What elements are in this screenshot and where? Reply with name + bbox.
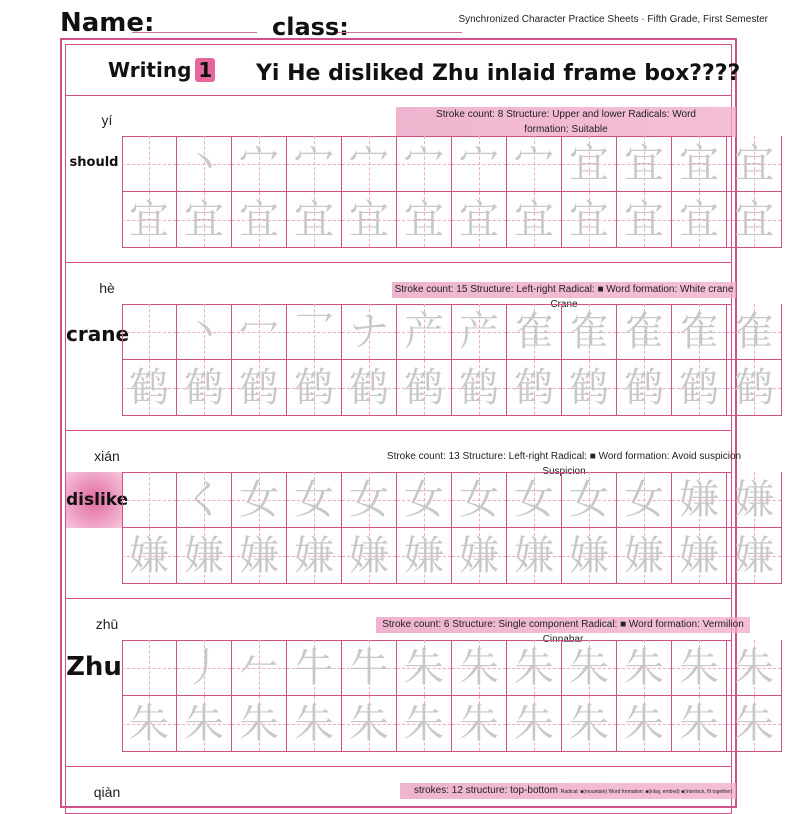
practice-cell[interactable] bbox=[727, 472, 782, 528]
pinyin-label: hè bbox=[99, 280, 115, 296]
practice-cell[interactable] bbox=[287, 472, 342, 528]
practice-cell[interactable] bbox=[507, 304, 562, 360]
trace-character: 嫌 bbox=[129, 533, 169, 579]
trace-character: 女 bbox=[349, 477, 389, 523]
trace-character: 朱 bbox=[624, 645, 664, 691]
practice-cell[interactable] bbox=[727, 360, 782, 416]
meaning-label: Zhu bbox=[66, 652, 122, 682]
trace-character: 隺 bbox=[624, 309, 664, 355]
practice-cell[interactable] bbox=[342, 696, 397, 752]
character-info: Stroke count: 8 Structure: Upper and lower Radicals: Word formation: Suitable bbox=[396, 107, 736, 137]
trace-character: 女 bbox=[404, 477, 444, 523]
trace-character: 鹤 bbox=[349, 365, 389, 411]
trace-character: 牛 bbox=[294, 645, 334, 691]
trace-character: 嫌 bbox=[569, 533, 609, 579]
practice-cell[interactable] bbox=[672, 136, 727, 192]
trace-character: 朱 bbox=[624, 701, 664, 747]
writing-heading bbox=[108, 58, 215, 82]
practice-cell[interactable] bbox=[452, 640, 507, 696]
character-info: Stroke count: 15 Structure: Left-right Radical: ■ Word formation: White crane Crane bbox=[392, 282, 736, 298]
practice-cell[interactable] bbox=[562, 696, 617, 752]
trace-character: 朱 bbox=[734, 701, 774, 747]
trace-character: 嫌 bbox=[459, 533, 499, 579]
practice-cell[interactable] bbox=[507, 528, 562, 584]
trace-character: 朱 bbox=[129, 701, 169, 747]
practice-cell[interactable] bbox=[452, 696, 507, 752]
practice-cell[interactable] bbox=[617, 360, 672, 416]
trace-character: 宀 bbox=[404, 141, 444, 187]
practice-cell[interactable] bbox=[177, 696, 232, 752]
practice-cell[interactable] bbox=[507, 136, 562, 192]
trace-character: 朱 bbox=[294, 701, 334, 747]
practice-cell[interactable] bbox=[177, 192, 232, 248]
practice-cell[interactable] bbox=[232, 136, 287, 192]
practice-cell[interactable] bbox=[617, 472, 672, 528]
class-field[interactable] bbox=[338, 32, 462, 33]
practice-cell[interactable] bbox=[397, 136, 452, 192]
trace-character: 宀 bbox=[349, 141, 389, 187]
practice-cell[interactable] bbox=[287, 640, 342, 696]
practice-cell[interactable] bbox=[287, 304, 342, 360]
trace-character: 隺 bbox=[679, 309, 719, 355]
trace-character: 鹤 bbox=[624, 365, 664, 411]
practice-cell[interactable] bbox=[562, 528, 617, 584]
practice-cell[interactable] bbox=[562, 360, 617, 416]
trace-character: 嫌 bbox=[734, 533, 774, 579]
trace-character bbox=[122, 136, 176, 191]
trace-character bbox=[122, 472, 176, 527]
trace-character: 宜 bbox=[624, 197, 664, 243]
trace-character: 朱 bbox=[184, 701, 224, 747]
trace-character: 宜 bbox=[184, 197, 224, 243]
trace-character: 鹤 bbox=[569, 365, 609, 411]
trace-character: 鹤 bbox=[514, 365, 554, 411]
practice-cell[interactable] bbox=[342, 192, 397, 248]
practice-cell[interactable] bbox=[122, 136, 177, 192]
practice-cell[interactable] bbox=[122, 472, 177, 528]
practice-cell[interactable] bbox=[672, 304, 727, 360]
practice-cell[interactable] bbox=[232, 192, 287, 248]
trace-character: 产 bbox=[459, 309, 499, 355]
practice-cell[interactable] bbox=[287, 528, 342, 584]
trace-character bbox=[122, 640, 176, 695]
practice-cell[interactable] bbox=[617, 192, 672, 248]
trace-character: 鹤 bbox=[294, 365, 334, 411]
practice-cell[interactable] bbox=[342, 472, 397, 528]
practice-cell[interactable] bbox=[342, 304, 397, 360]
practice-cell[interactable] bbox=[507, 640, 562, 696]
practice-cell[interactable] bbox=[617, 304, 672, 360]
trace-character: 鹤 bbox=[679, 365, 719, 411]
pinyin-label: zhū bbox=[95, 616, 119, 632]
trace-character: 嫌 bbox=[184, 533, 224, 579]
writing-label: Writing bbox=[108, 58, 192, 82]
trace-character: 朱 bbox=[349, 701, 389, 747]
trace-character: 宜 bbox=[679, 141, 719, 187]
trace-character: 𠂉 bbox=[239, 645, 279, 691]
meaning-label: dislike bbox=[66, 490, 129, 510]
practice-cell[interactable] bbox=[727, 528, 782, 584]
practice-cell[interactable] bbox=[507, 360, 562, 416]
practice-cell[interactable] bbox=[342, 136, 397, 192]
practice-cell[interactable] bbox=[562, 472, 617, 528]
trace-character: 嫌 bbox=[624, 533, 664, 579]
trace-character: 宜 bbox=[459, 197, 499, 243]
trace-character: 宜 bbox=[624, 141, 664, 187]
name-field[interactable] bbox=[132, 32, 257, 33]
practice-cell[interactable] bbox=[122, 360, 177, 416]
practice-grid bbox=[122, 136, 774, 248]
trace-character: 宜 bbox=[734, 141, 774, 187]
trace-character bbox=[122, 304, 176, 359]
practice-cell[interactable] bbox=[232, 640, 287, 696]
practice-cell[interactable] bbox=[122, 304, 177, 360]
trace-character: 嫌 bbox=[514, 533, 554, 579]
practice-cell[interactable] bbox=[287, 192, 342, 248]
trace-character: 朱 bbox=[569, 645, 609, 691]
practice-cell[interactable] bbox=[177, 304, 232, 360]
name-label: Name: bbox=[60, 8, 155, 38]
trace-character: 宜 bbox=[294, 197, 334, 243]
trace-character: く bbox=[184, 477, 224, 523]
sheet-subtitle: Synchronized Character Practice Sheets · Fifth Grade, First Semester bbox=[458, 14, 768, 25]
class-label: class: bbox=[272, 13, 349, 41]
practice-cell[interactable] bbox=[452, 136, 507, 192]
character-info-detail: Radical: ■(mountain) Word formation: ■(inlay, embed) ■(interlock, fit together) bbox=[560, 789, 733, 795]
section-divider bbox=[65, 262, 732, 263]
practice-cell[interactable] bbox=[177, 528, 232, 584]
trace-character: 宀 bbox=[459, 141, 499, 187]
trace-character: 宀 bbox=[294, 141, 334, 187]
practice-grid bbox=[122, 472, 774, 584]
practice-cell[interactable] bbox=[562, 136, 617, 192]
practice-cell[interactable] bbox=[727, 192, 782, 248]
trace-character: 朱 bbox=[514, 701, 554, 747]
trace-character: 鹤 bbox=[184, 365, 224, 411]
title-divider bbox=[65, 95, 732, 96]
practice-cell[interactable] bbox=[727, 136, 782, 192]
practice-cell[interactable] bbox=[122, 640, 177, 696]
practice-cell[interactable] bbox=[562, 192, 617, 248]
writing-number-badge: 1 bbox=[195, 58, 215, 82]
meaning-label: should bbox=[69, 155, 119, 170]
practice-cell[interactable] bbox=[397, 640, 452, 696]
trace-character: 宜 bbox=[734, 197, 774, 243]
practice-grid bbox=[122, 640, 774, 752]
practice-cell[interactable] bbox=[452, 528, 507, 584]
practice-cell[interactable] bbox=[452, 360, 507, 416]
section-divider bbox=[65, 598, 732, 599]
practice-cell[interactable] bbox=[177, 360, 232, 416]
character-info-main: strokes: 12 structure: top-bottom bbox=[414, 785, 558, 796]
practice-cell[interactable] bbox=[562, 640, 617, 696]
section-divider bbox=[65, 766, 732, 767]
trace-character: 隺 bbox=[514, 309, 554, 355]
trace-character: 产 bbox=[404, 309, 444, 355]
trace-character: 女 bbox=[569, 477, 609, 523]
practice-cell[interactable] bbox=[617, 696, 672, 752]
trace-character: 宜 bbox=[569, 141, 609, 187]
trace-character: 朱 bbox=[239, 701, 279, 747]
trace-character: 牛 bbox=[349, 645, 389, 691]
practice-cell[interactable] bbox=[452, 304, 507, 360]
trace-character: 女 bbox=[624, 477, 664, 523]
trace-character: 嫌 bbox=[404, 533, 444, 579]
practice-cell[interactable] bbox=[397, 304, 452, 360]
practice-cell[interactable] bbox=[287, 360, 342, 416]
trace-character: 朱 bbox=[404, 701, 444, 747]
practice-cell[interactable] bbox=[672, 528, 727, 584]
trace-character: 隺 bbox=[734, 309, 774, 355]
practice-cell[interactable] bbox=[122, 192, 177, 248]
trace-character: 嫌 bbox=[679, 533, 719, 579]
trace-character: 隺 bbox=[569, 309, 609, 355]
practice-cell[interactable] bbox=[232, 528, 287, 584]
trace-character: 宜 bbox=[404, 197, 444, 243]
meaning-label: crane bbox=[66, 322, 130, 346]
trace-character: 朱 bbox=[514, 645, 554, 691]
trace-character: 朱 bbox=[459, 701, 499, 747]
practice-cell[interactable] bbox=[122, 528, 177, 584]
trace-character: 宜 bbox=[514, 197, 554, 243]
lesson-title: Yi He disliked Zhu inlaid frame box???? bbox=[256, 61, 741, 86]
practice-cell[interactable] bbox=[672, 472, 727, 528]
practice-cell[interactable] bbox=[232, 304, 287, 360]
practice-cell[interactable] bbox=[672, 640, 727, 696]
practice-cell[interactable] bbox=[397, 360, 452, 416]
practice-cell[interactable] bbox=[397, 696, 452, 752]
practice-grid bbox=[122, 304, 774, 416]
trace-character: 宜 bbox=[239, 197, 279, 243]
trace-character: 嫌 bbox=[239, 533, 279, 579]
trace-character: 朱 bbox=[459, 645, 499, 691]
practice-cell[interactable] bbox=[507, 472, 562, 528]
trace-character: ナ bbox=[349, 309, 389, 355]
trace-character: 鹤 bbox=[459, 365, 499, 411]
pinyin-label: yí bbox=[101, 112, 113, 128]
practice-cell[interactable] bbox=[727, 640, 782, 696]
trace-character: 宜 bbox=[569, 197, 609, 243]
trace-character: 冖 bbox=[239, 309, 279, 355]
trace-character: 朱 bbox=[404, 645, 444, 691]
trace-character: 鹤 bbox=[734, 365, 774, 411]
practice-cell[interactable] bbox=[397, 528, 452, 584]
trace-character: 鹤 bbox=[129, 365, 169, 411]
practice-cell[interactable] bbox=[672, 192, 727, 248]
practice-cell[interactable] bbox=[452, 192, 507, 248]
practice-cell[interactable] bbox=[342, 528, 397, 584]
pinyin-label: xián bbox=[94, 448, 120, 464]
practice-cell[interactable] bbox=[727, 304, 782, 360]
practice-cell[interactable] bbox=[452, 472, 507, 528]
practice-cell[interactable] bbox=[562, 304, 617, 360]
pinyin-label: qiàn bbox=[93, 784, 121, 800]
practice-cell[interactable] bbox=[122, 696, 177, 752]
trace-character: 嫌 bbox=[294, 533, 334, 579]
practice-cell[interactable] bbox=[287, 136, 342, 192]
practice-cell[interactable] bbox=[177, 472, 232, 528]
trace-character: 宀 bbox=[239, 141, 279, 187]
practice-cell[interactable] bbox=[232, 360, 287, 416]
trace-character: 嫌 bbox=[679, 477, 719, 523]
trace-character: 鹤 bbox=[404, 365, 444, 411]
practice-cell[interactable] bbox=[397, 192, 452, 248]
trace-character: 朱 bbox=[679, 701, 719, 747]
trace-character: 女 bbox=[239, 477, 279, 523]
practice-cell[interactable] bbox=[617, 528, 672, 584]
practice-cell[interactable] bbox=[397, 472, 452, 528]
trace-character: 宀 bbox=[514, 141, 554, 187]
section-divider bbox=[65, 430, 732, 431]
trace-character: 丶 bbox=[184, 141, 224, 187]
practice-cell[interactable] bbox=[727, 696, 782, 752]
practice-cell[interactable] bbox=[232, 696, 287, 752]
practice-cell[interactable] bbox=[287, 696, 342, 752]
practice-cell[interactable] bbox=[617, 136, 672, 192]
trace-character: 嫌 bbox=[349, 533, 389, 579]
practice-cell[interactable] bbox=[507, 192, 562, 248]
trace-character: 丶 bbox=[184, 309, 224, 355]
trace-character: 女 bbox=[514, 477, 554, 523]
practice-cell[interactable] bbox=[342, 360, 397, 416]
trace-character: 宜 bbox=[129, 197, 169, 243]
practice-cell[interactable] bbox=[617, 640, 672, 696]
practice-cell[interactable] bbox=[342, 640, 397, 696]
trace-character: 朱 bbox=[734, 645, 774, 691]
practice-cell[interactable] bbox=[177, 136, 232, 192]
character-info: Stroke count: 13 Structure: Left-right Radical: ■ Word formation: Avoid suspicion Suspicion bbox=[386, 451, 742, 477]
practice-cell[interactable] bbox=[177, 640, 232, 696]
character-info: Stroke count: 6 Structure: Single component Radical: ■ Word formation: Vermilion Cinnabar bbox=[376, 617, 750, 633]
practice-cell[interactable] bbox=[507, 696, 562, 752]
character-info bbox=[400, 783, 736, 799]
trace-character: 宜 bbox=[349, 197, 389, 243]
trace-character: 女 bbox=[459, 477, 499, 523]
practice-cell[interactable] bbox=[232, 472, 287, 528]
trace-character: 朱 bbox=[679, 645, 719, 691]
trace-character: 女 bbox=[294, 477, 334, 523]
trace-character: 丿 bbox=[184, 645, 224, 691]
trace-character: 鹤 bbox=[239, 365, 279, 411]
trace-character: 宜 bbox=[679, 197, 719, 243]
trace-character: 乛 bbox=[294, 309, 334, 355]
trace-character: 朱 bbox=[569, 701, 609, 747]
trace-character: 嫌 bbox=[734, 477, 774, 523]
practice-cell[interactable] bbox=[672, 360, 727, 416]
practice-cell[interactable] bbox=[672, 696, 727, 752]
